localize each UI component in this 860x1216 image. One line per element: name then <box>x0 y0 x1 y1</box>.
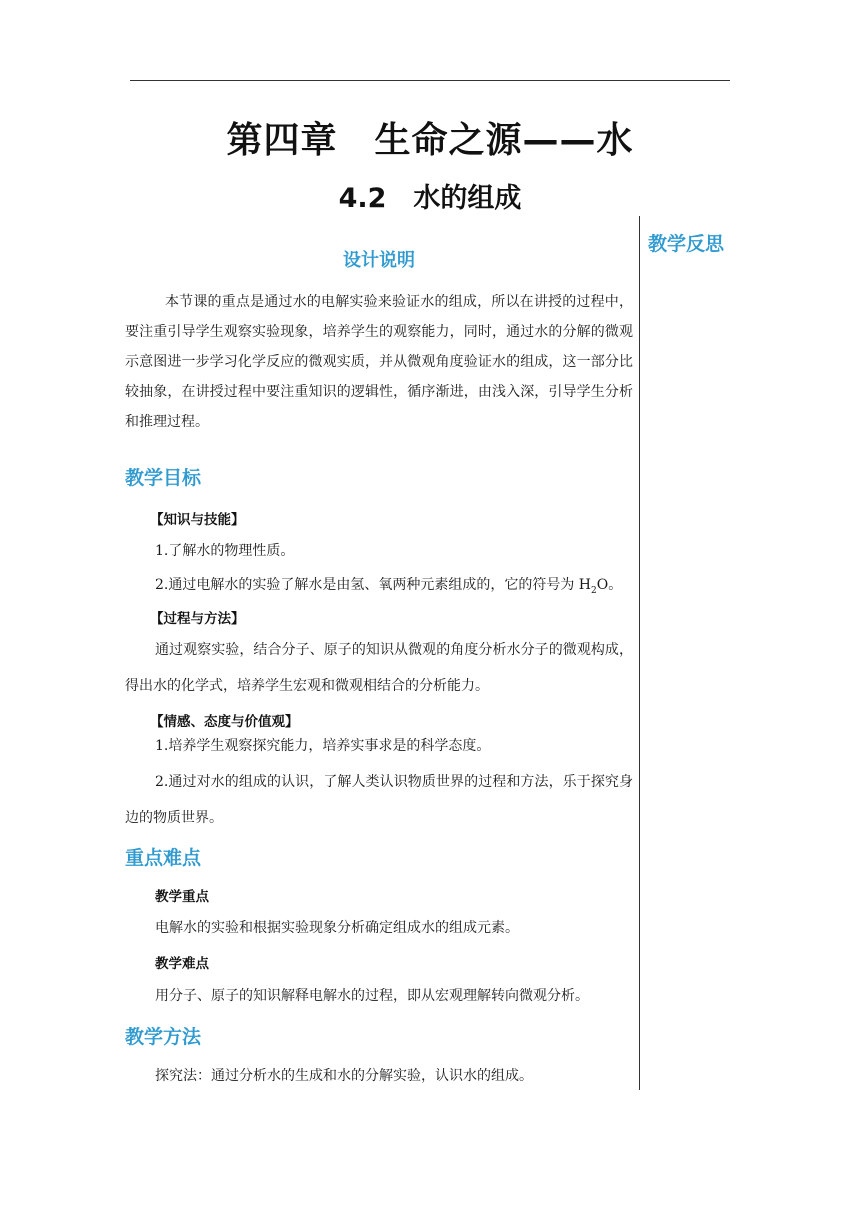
difficulty-text: 用分子、原子的知识解释电解水的过程，即从宏观理解转向微观分析。 <box>155 988 589 1004</box>
difficulty-label: 教学难点 <box>155 956 209 972</box>
design-heading: 设计说明 <box>343 250 415 271</box>
emotion-item-2: 2.通过对水的组成的认识，了解人类认识物质世界的过程和方法，乐于探究身边的物质世界。 <box>125 774 633 826</box>
knowledge-item-2-suffix: O。 <box>596 577 623 593</box>
focus-label: 教学重点 <box>155 889 209 905</box>
chapter-title: 第四章 生命之源——水 <box>226 120 634 161</box>
column-divider <box>639 216 640 1090</box>
emotion-item-1: 1.培养学生观察探究能力，培养实事求是的科学态度。 <box>155 738 491 754</box>
key-points-heading: 重点难点 <box>125 847 202 869</box>
top-rule <box>130 80 730 81</box>
design-paragraph: 本节课的重点是通过水的电解实验来验证水的组成，所以在讲授的过程中，要注重引导学生观察实验现象，培养学生的观察能力，同时，通过水的分解的微观示意图进一步学习化学反应的微观实质，并从微观角度验证水的组成，这一部分比较抽象，在讲授过程中要注重知识的逻辑性，循序渐进，由浅入深，引导学生分析和推理过程。 <box>125 294 633 430</box>
focus-text: 电解水的实验和根据实验现象分析确定组成水的组成元素。 <box>155 920 519 936</box>
objectives-heading: 教学目标 <box>125 467 202 489</box>
methods-text: 探究法：通过分析水的生成和水的分解实验，认识水的组成。 <box>155 1068 533 1084</box>
knowledge-item-2-subscript: 2 <box>591 585 597 596</box>
methods-heading: 教学方法 <box>125 1026 202 1048</box>
section-title: 4.2 水的组成 <box>338 183 522 214</box>
reflection-label: 教学反思 <box>648 233 725 255</box>
knowledge-label: 【知识与技能】 <box>150 512 245 528</box>
process-text: 通过观察实验，结合分子、原子的知识从微观的角度分析水分子的微观构成，得出水的化学式，培养学生宏观和微观相结合的分析能力。 <box>125 642 633 694</box>
emotion-label: 【情感、态度与价值观】 <box>150 714 299 730</box>
knowledge-item-1: 1.了解水的物理性质。 <box>155 543 295 559</box>
process-label: 【过程与方法】 <box>150 611 245 627</box>
knowledge-item-2 <box>155 574 635 596</box>
knowledge-item-2-prefix: 2.通过电解水的实验了解水是由氢、氧两种元素组成的，它的符号为 H <box>155 577 592 593</box>
